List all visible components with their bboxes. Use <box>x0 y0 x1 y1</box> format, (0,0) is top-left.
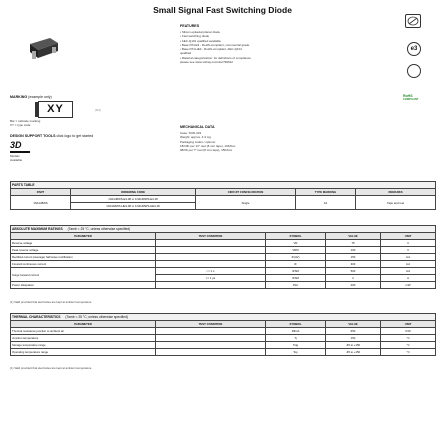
table-cell: Tstg <box>266 342 326 349</box>
table-cell: °C <box>381 335 436 342</box>
table-cell: Surge forward current <box>11 268 156 282</box>
design-support-label <box>10 134 93 138</box>
table-cell: 500 <box>326 268 381 275</box>
table-cell: mA <box>381 254 436 261</box>
table-cell: IF(AV) <box>266 254 326 261</box>
rohs-label: RoHS <box>403 94 413 98</box>
column-header: SYMBOL <box>266 321 326 328</box>
table-row <box>11 196 436 203</box>
abs-max-note: (1) Valid provided that electrodes are kept at ambient temperature <box>10 300 92 304</box>
table-cell: Power dissipation <box>11 282 156 289</box>
table-cell <box>156 335 266 342</box>
table-cell <box>156 261 266 268</box>
table-cell <box>156 349 266 356</box>
marking-side-text: (D4) <box>95 108 101 112</box>
table-row <box>11 268 436 275</box>
table-row <box>11 349 436 356</box>
table-cell: 75 <box>326 240 381 247</box>
table-cell: 200 <box>326 282 381 289</box>
marking-note: Bar = cathode marking <box>10 119 41 123</box>
abs-max-title: ABSOLUTE MAXIMUM RATINGS <box>12 227 63 231</box>
thermal-characteristics-table <box>10 313 436 356</box>
table-cell: IFSM <box>266 275 326 282</box>
table-cell: IFSM <box>266 268 326 275</box>
mechanical-item: 08/3K per 7" reel (8 mm tape), 15K/box <box>180 148 233 153</box>
table-cell: 1N4148WS-HE3-08 or 1N4148WS-HE3-18 <box>71 203 196 210</box>
table-cell: A2 <box>296 196 356 210</box>
absolute-maximum-ratings-table <box>10 225 436 289</box>
feature-item: • AEC-Q101 qualified available <box>180 38 221 43</box>
column-header: PARAMETER <box>11 321 156 328</box>
table-cell: RthJA <box>266 328 326 335</box>
table-cell <box>156 342 266 349</box>
halogen-free-icon <box>407 64 421 78</box>
table-cell: mW <box>381 282 436 289</box>
marking-label <box>10 95 52 99</box>
table-cell: mA <box>381 268 436 275</box>
table-row <box>11 328 436 335</box>
table-row <box>11 261 436 268</box>
table-row <box>11 282 436 289</box>
marking-code-box <box>38 101 73 118</box>
table-row <box>11 335 436 342</box>
mechanical-heading: MECHANICAL DATA <box>180 125 215 129</box>
column-header: ORDERING CODE <box>71 189 196 196</box>
column-header: SYMBOL <box>266 233 326 240</box>
column-header: CIRCUIT CONFIGURATION <box>196 189 296 196</box>
3d-logo-underline <box>10 151 30 153</box>
feature-item: please see www.vishay.com/doc?99912 <box>180 60 233 65</box>
column-header: TEST CONDITION <box>156 321 266 328</box>
pb-free-icon <box>405 14 421 28</box>
table-cell: 1N4148WS-E3-08 or 1N4148WS-E3-18 <box>71 196 196 203</box>
column-header: PART <box>11 189 71 196</box>
table-cell <box>156 247 266 254</box>
table-cell: Reverse voltage <box>11 240 156 247</box>
column-header: VALUE <box>326 233 381 240</box>
table-cell: IF <box>266 261 326 268</box>
column-header: UNIT <box>381 321 436 328</box>
table-cell: -65 to +150 <box>326 349 381 356</box>
table-cell: VR <box>266 240 326 247</box>
mechanical-item: Case: SOD-323 <box>180 131 202 135</box>
parts-table <box>10 181 436 210</box>
thermal-note: (1) Valid provided that electrodes are kept at ambient temperature <box>10 366 92 370</box>
marking-code: XY <box>47 103 64 115</box>
marking-suffix: (example only) <box>28 95 52 99</box>
feature-item: • Material categorization: for definitions of compliance <box>180 55 251 60</box>
sod323-package-image <box>26 34 60 62</box>
column-header: REMARKS <box>356 189 436 196</box>
column-header: TEST CONDITION <box>156 233 266 240</box>
table-cell <box>156 328 266 335</box>
table-cell: 650 <box>326 328 381 335</box>
features-list <box>180 30 355 64</box>
table-cell: Top <box>266 349 326 356</box>
feature-item: • Base P/N-HE3 - RoHS-compliant, AEC-Q101 <box>180 47 242 52</box>
table-cell: Operating temperature range <box>11 349 156 356</box>
table-cell: Single <box>196 196 296 210</box>
table-cell: Forward continuous current <box>11 261 156 268</box>
table-cell: Storage temperature range <box>11 342 156 349</box>
table-cell: -65 to +150 <box>326 342 381 349</box>
table-row <box>11 240 436 247</box>
table-cell: V <box>381 247 436 254</box>
table-cell: 150 <box>326 254 381 261</box>
table-cell: A <box>381 275 436 282</box>
3d-sublabels <box>10 154 22 163</box>
mechanical-item: Weight: approx. 4.3 mg <box>180 135 211 140</box>
table-cell: 150 <box>326 335 381 342</box>
column-header: TYPE MARKING <box>296 189 356 196</box>
table-cell: Thermal resistance junction to ambient air <box>11 328 156 335</box>
thermal-condition: (Tamb = 25 °C, unless otherwise specified) <box>65 315 129 319</box>
thermal-title: THERMAL CHARACTERISTICS <box>12 315 61 319</box>
mechanical-item: 18/10K per 13" reel (8 mm tape), 10K/box <box>180 143 236 148</box>
design-support-suffix: click logo to get started <box>56 134 94 138</box>
table-cell: 300 <box>326 261 381 268</box>
table-cell: Tape and reel <box>356 196 436 210</box>
table-cell: Rectified current (average) half wave rectification <box>11 254 156 261</box>
table-cell <box>156 254 266 261</box>
parts-table-title: PARTS TABLE <box>11 182 436 189</box>
table-cell: mA <box>381 261 436 268</box>
marking-notes <box>10 119 70 127</box>
table-cell: Peak reverse voltage <box>11 247 156 254</box>
design-support-heading: DESIGN SUPPORT TOOLS <box>10 134 56 138</box>
table-cell: t = 1 μs <box>156 275 266 282</box>
mechanical-list <box>180 131 355 152</box>
table-cell <box>156 282 266 289</box>
column-header: VALUE <box>326 321 381 328</box>
e3-icon: e3 <box>407 42 421 56</box>
table-row <box>11 342 436 349</box>
thermal-title-cell <box>11 314 436 321</box>
rohs-badge <box>403 94 418 101</box>
mechanical-item: Packaging codes / options: <box>180 139 216 144</box>
marking-note: XY = type code <box>10 123 31 127</box>
column-header: PARAMETER <box>11 233 156 240</box>
table-cell: Ptot <box>266 282 326 289</box>
table-cell: Junction temperature <box>11 335 156 342</box>
table-cell: t = 1 s <box>156 268 266 275</box>
table-cell: 1N4148WS <box>11 196 71 210</box>
table-cell: °C <box>381 342 436 349</box>
3d-sublabel: Available <box>10 158 23 163</box>
table-cell: °C <box>381 349 436 356</box>
table-cell <box>156 240 266 247</box>
table-cell: Tj <box>266 335 326 342</box>
3d-models-logo[interactable]: 3D <box>10 140 22 150</box>
cathode-bar <box>35 102 39 117</box>
feature-item: • Silicon epitaxial planar diode <box>180 30 220 34</box>
abs-max-condition: (Tamb = 25 °C, unless otherwise specified) <box>67 227 131 231</box>
feature-item: • Base P/N-E3 - RoHS-compliant, commercial grade <box>180 42 250 47</box>
column-header: UNIT <box>381 233 436 240</box>
page-title: Small Signal Fast Switching Diode <box>153 5 292 15</box>
table-cell: K/W <box>381 328 436 335</box>
table-row <box>11 254 436 261</box>
table-cell: 2 <box>326 275 381 282</box>
3d-sublabel: Models <box>10 154 20 158</box>
table-cell: VRM <box>266 247 326 254</box>
features-heading: FEATURES <box>180 24 200 28</box>
table-row <box>11 247 436 254</box>
feature-item: qualified <box>180 51 192 56</box>
table-cell: V <box>381 240 436 247</box>
abs-max-title-cell <box>11 226 436 233</box>
table-cell: 100 <box>326 247 381 254</box>
feature-item: • Fast switching diode <box>180 34 210 39</box>
marking-heading: MARKING <box>10 95 28 99</box>
rohs-sub-label: COMPLIANT <box>403 98 419 101</box>
